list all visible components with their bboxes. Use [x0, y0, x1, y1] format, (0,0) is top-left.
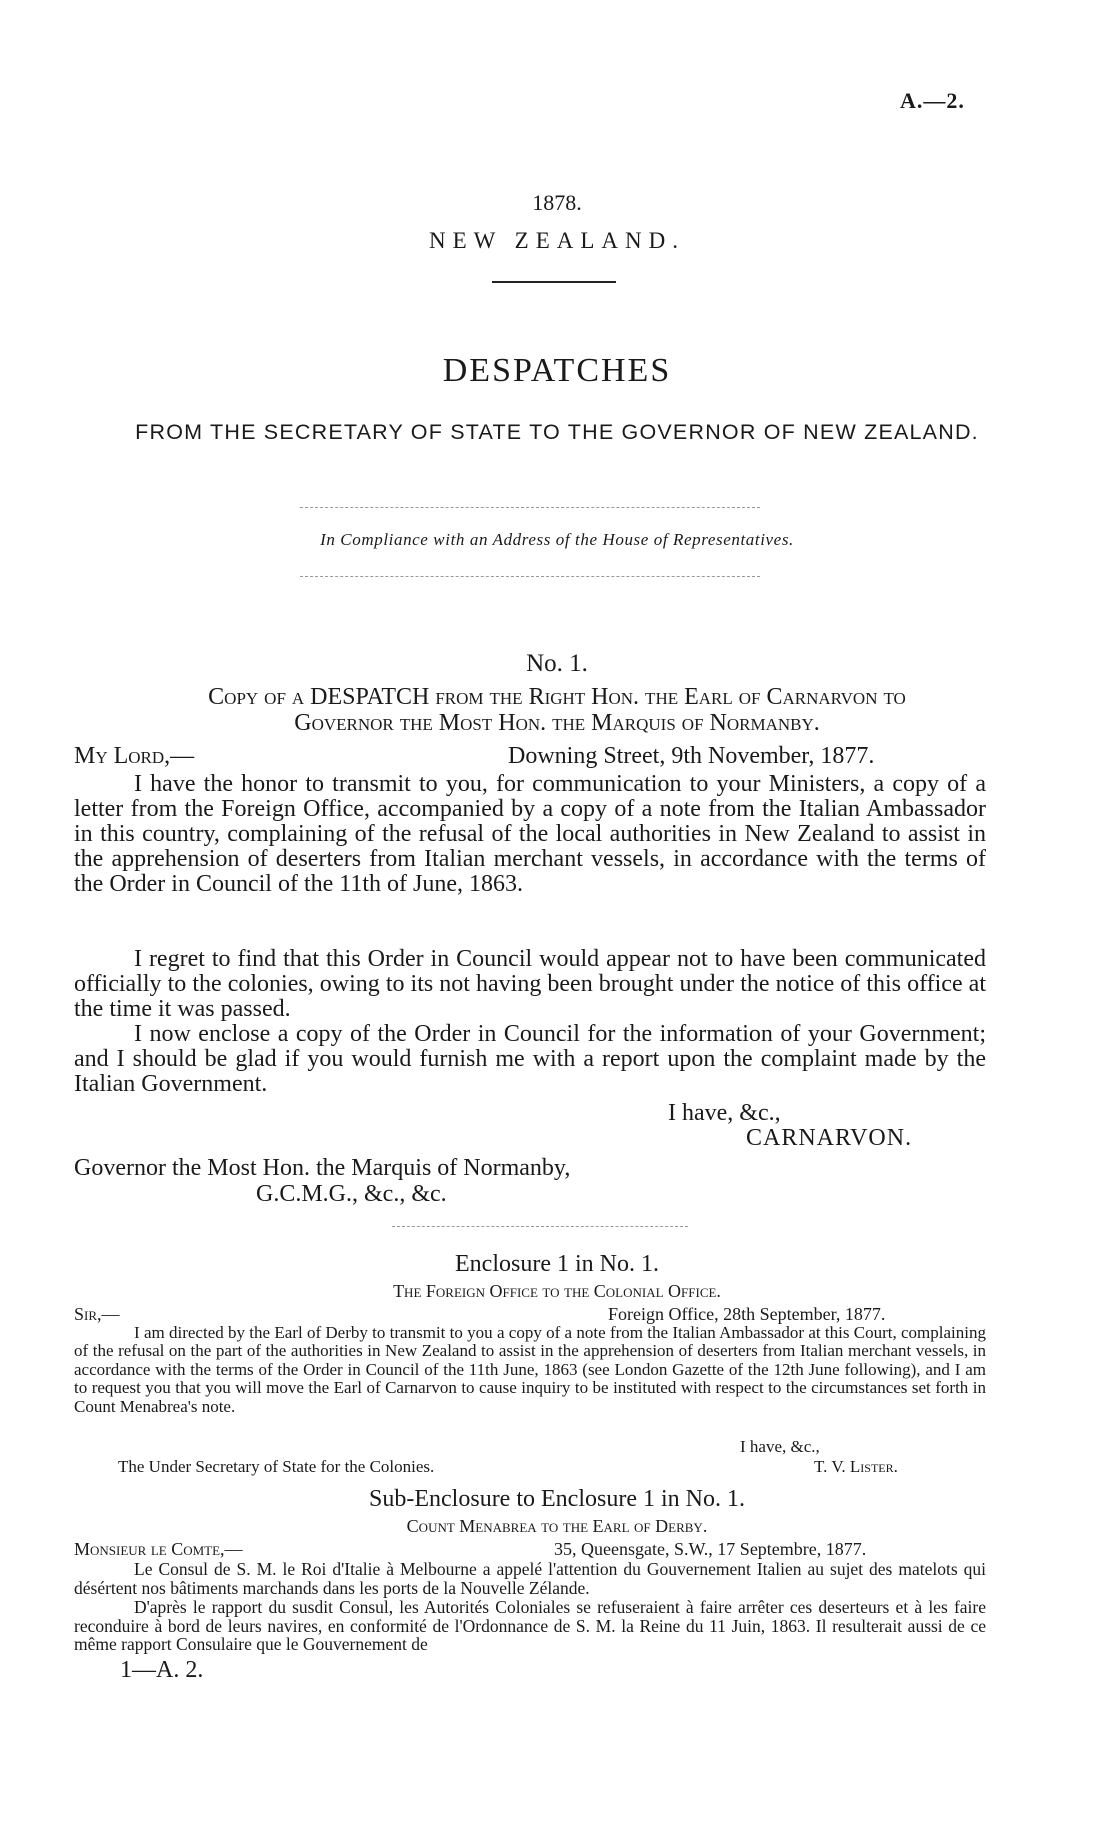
year: 1878. — [532, 190, 582, 215]
enclosure-signature: T. V. Lister. — [814, 1457, 898, 1476]
enclosure-addressee: The Under Secretary of State for the Colonies. — [118, 1457, 435, 1476]
subenclosure-heading: Sub-Enclosure to Enclosure 1 in No. 1. — [369, 1486, 745, 1512]
document-subtitle: FROM THE SECRETARY OF STATE TO THE GOVERNOR OF NEW ZEALAND. — [135, 420, 979, 444]
despatch-heading-line1: Copy of a DESPATCH from the Right Hon. the Earl of Carnarvon to — [208, 684, 906, 710]
subenclosure-paragraph-1: Le Consul de S. M. le Roi d'Italie à Melbourne a appelé l'attention du Gouvernement Italien au sujet des matelots qui désértent nos bâtiments marchands dans les ports de la Nouvelle Zélande. — [74, 1559, 986, 1598]
subenclosure-date-place: 35, Queensgate, S.W., 17 Septembre, 1877. — [554, 1539, 867, 1559]
despatch-paragraph-1: I have the honor to transmit to you, for communication to your Ministers, a copy of a letter from the Foreign Office, accompanied by a copy of a note from the Italian Ambassador in this country, complaining of the refusal of the local authorities in New Zealand to assist in the apprehension of deserters from Italian merchant vessels, in accordance with the terms of the Order in Council of the 11th of June, 1863. — [74, 771, 986, 897]
despatch-number: No. 1. — [526, 650, 588, 677]
enclosure-closing: I have, &c., — [740, 1437, 820, 1456]
enclosure-heading: Enclosure 1 in No. 1. — [455, 1251, 659, 1277]
despatch-heading-line2: Governor the Most Hon. the Marquis of Normanby. — [294, 710, 820, 736]
compliance-rule-top — [300, 507, 760, 508]
despatch-addressee-line2: G.C.M.G., &c., &c. — [256, 1181, 447, 1207]
document-title: DESPATCHES — [442, 352, 672, 389]
despatch-closing: I have, &c., — [668, 1100, 781, 1126]
despatch-addressee-line1: Governor the Most Hon. the Marquis of Normanby, — [74, 1155, 571, 1181]
despatch-paragraph-2: I regret to find that this Order in Council would appear not to have been communicated officially to the colonies, owing to its not having been brought under the notice of this office at the time it was passed. — [74, 946, 986, 1022]
despatch-salutation: My Lord,— — [74, 743, 195, 769]
enclosure-salutation: Sir,— — [74, 1304, 120, 1324]
despatch-date-place: Downing Street, 9th November, 1877. — [508, 743, 875, 769]
enclosure-salutation-row — [74, 1305, 986, 1323]
subenclosure-subheading: Count Menabrea to the Earl of Derby. — [406, 1516, 708, 1536]
enclosure-paragraph: I am directed by the Earl of Derby to transmit to you a copy of a note from the Italian Ambassador at this Court, complaining of the refusal on the part of the authorities in New Zealand to assist in the apprehension of deserters from Italian merchant vessels, in accordance with the terms of the Order in Council of the 11th June, 1863 (see London Gazette of the 12th June following), and I am to request you that you will move the Earl of Carnarvon to cause inquiry to be instituted with respect to the circumstances set forth in Count Menabrea's note. — [74, 1323, 986, 1416]
enclosure-subheading: The Foreign Office to the Colonial Office. — [393, 1281, 721, 1301]
printer-signature-mark: 1—A. 2. — [120, 1657, 204, 1683]
despatch-signature: CARNARVON. — [746, 1125, 913, 1151]
subenclosure-salutation: Monsieur le Comte,— — [74, 1539, 243, 1559]
subenclosure-paragraph-2: D'après le rapport du susdit Consul, les Autorités Coloniales se refuseraient à faire arrêter ces deserteurs et à les faire reconduire à bord de leurs navires, en conformité de l'Ordonnance de S. M. la Reine du 11 Juin, 1863. Il resulterait aussi de ce même rapport Consulaire que le Gouvernement de — [74, 1597, 986, 1655]
enclosure-date-place: Foreign Office, 28th September, 1877. — [608, 1304, 886, 1324]
subenclosure-salutation-row — [74, 1540, 986, 1559]
despatch-paragraph-3: I now enclose a copy of the Order in Council for the information of your Government; and I should be glad if you would furnish me with a report upon the complaint made by the Italian Government. — [74, 1021, 986, 1097]
page-reference: A.—2. — [900, 88, 965, 113]
title-rule — [492, 281, 616, 283]
country-heading: NEW ZEALAND. — [428, 228, 686, 253]
section-divider — [392, 1226, 688, 1227]
compliance-rule-bottom — [300, 576, 760, 577]
compliance-note: In Compliance with an Address of the House of Representatives. — [320, 530, 794, 549]
despatch-salutation-row — [74, 744, 986, 769]
